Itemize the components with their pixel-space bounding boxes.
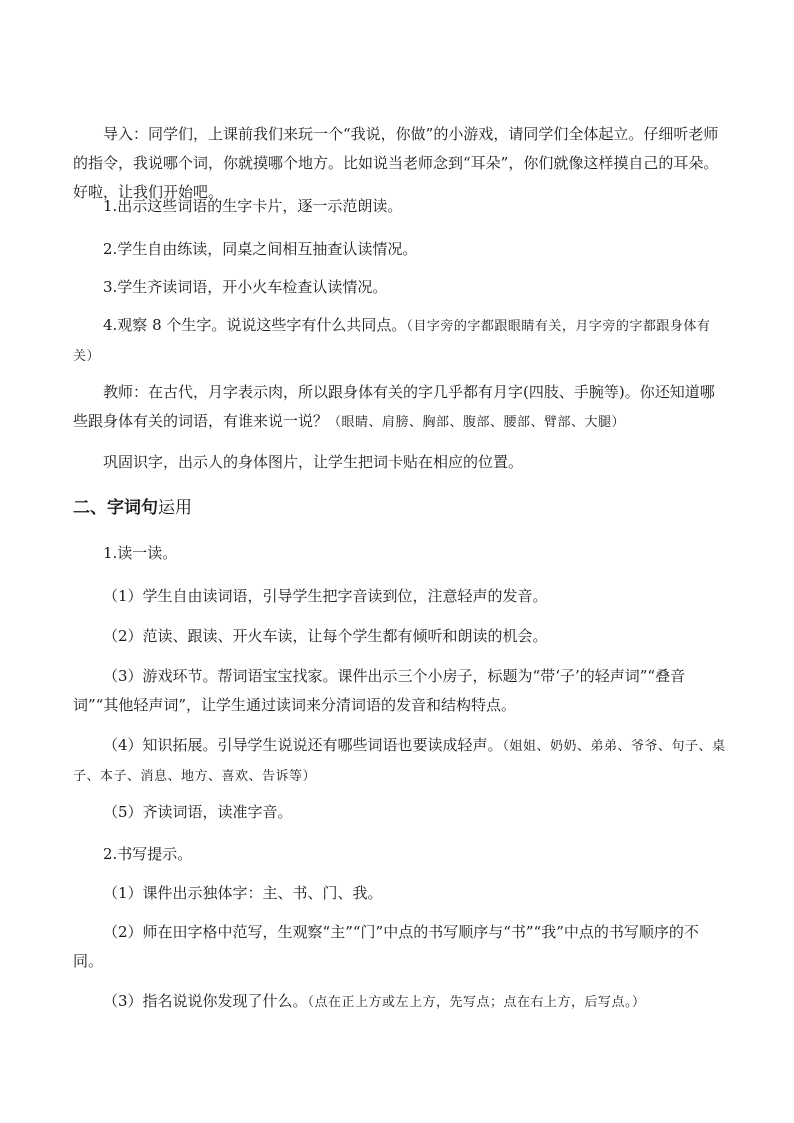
read-item-4: （4）知识拓展。引导学生说说还有哪些词语也要读成轻声。（姐姐、奶奶、弟弟、爷爷、句子、桌子、本子、消息、地方、喜欢、告诉等） bbox=[73, 736, 726, 784]
read-item-5: （5）齐读词语，读准字音。 bbox=[103, 803, 293, 821]
section-heading: 二、字词句运用 bbox=[73, 498, 192, 518]
step-4: 4.观察 8 个生字。说说这些字有什么共同点。（目字旁的字都跟眼睛有关，月字旁的字都跟身体有关） bbox=[73, 316, 711, 364]
read-item-2: （2）范读、跟读、开火车读，让每个学生都有倾听和朗读的机会。 bbox=[103, 627, 548, 645]
read-item-3: （3）游戏环节。帮词语宝宝找家。课件出示三个小房子，标题为“带‘子’的轻声词”“叠音词”“其他轻声词”，让学生通过读词来分清词语的发音和结构特点。 bbox=[73, 667, 686, 714]
intro-text: 导入：同学们，上课前我们来玩一个“我说，你做”的小游戏，请同学们全体起立。仔细听老师的指令，我说哪个词，你就摸哪个地方。比如说当老师念到“耳朵”，你们就像这样摸自己的耳朵。好啦，让我们开始吧。 bbox=[73, 125, 719, 201]
write-item-1: （1）课件出示独体字：主、书、门、我。 bbox=[103, 884, 383, 902]
read-item-1: （1）学生自由读词语，引导学生把字音读到位，注意轻声的发音。 bbox=[103, 587, 548, 605]
step-4-note: （目字旁的字都跟眼睛有关，月字旁的字都跟身体有关） bbox=[73, 319, 711, 364]
teacher-paragraph: 教师：在古代，月字表示肉，所以跟身体有关的字几乎都有月字(四肢、手腕等)。你还知道哪些跟身体有关的词语，有谁来说一说？（眼睛、肩膀、胸部、腹部、腰部、臂部、大腿） bbox=[73, 383, 715, 430]
step-1: 1.出示这些词语的生字卡片，逐一示范朗读。 bbox=[103, 197, 403, 215]
read-title: 1.读一读。 bbox=[103, 544, 178, 562]
write-item-2: （2）师在田字格中范写，生观察“主”“门”中点的书写顺序与“书”“我”中点的书写顺序的不同。 bbox=[73, 923, 699, 970]
consolidate-paragraph: 巩固识字，出示人的身体图片，让学生把词卡贴在相应的位置。 bbox=[103, 453, 524, 471]
teacher-note: （眼睛、肩膀、胸部、腹部、腰部、臂部、大腿） bbox=[328, 415, 626, 430]
read-item-4-note: （姐姐、奶奶、弟弟、爷爷、句子、桌子、本子、消息、地方、喜欢、告诉等） bbox=[73, 739, 726, 784]
step-3: 3.学生齐读词语，开小火车检查认读情况。 bbox=[103, 278, 388, 296]
write-item-3-note: （点在正上方或左上方，先写点；点在右上方，后写点。） bbox=[307, 995, 646, 1010]
write-item-3: （3）指名说说你发现了什么。（点在正上方或左上方，先写点；点在右上方，后写点。） bbox=[103, 992, 646, 1010]
step-2: 2.学生自由练读，同桌之间相互抽查认读情况。 bbox=[103, 240, 418, 258]
write-title: 2.书写提示。 bbox=[103, 845, 193, 863]
